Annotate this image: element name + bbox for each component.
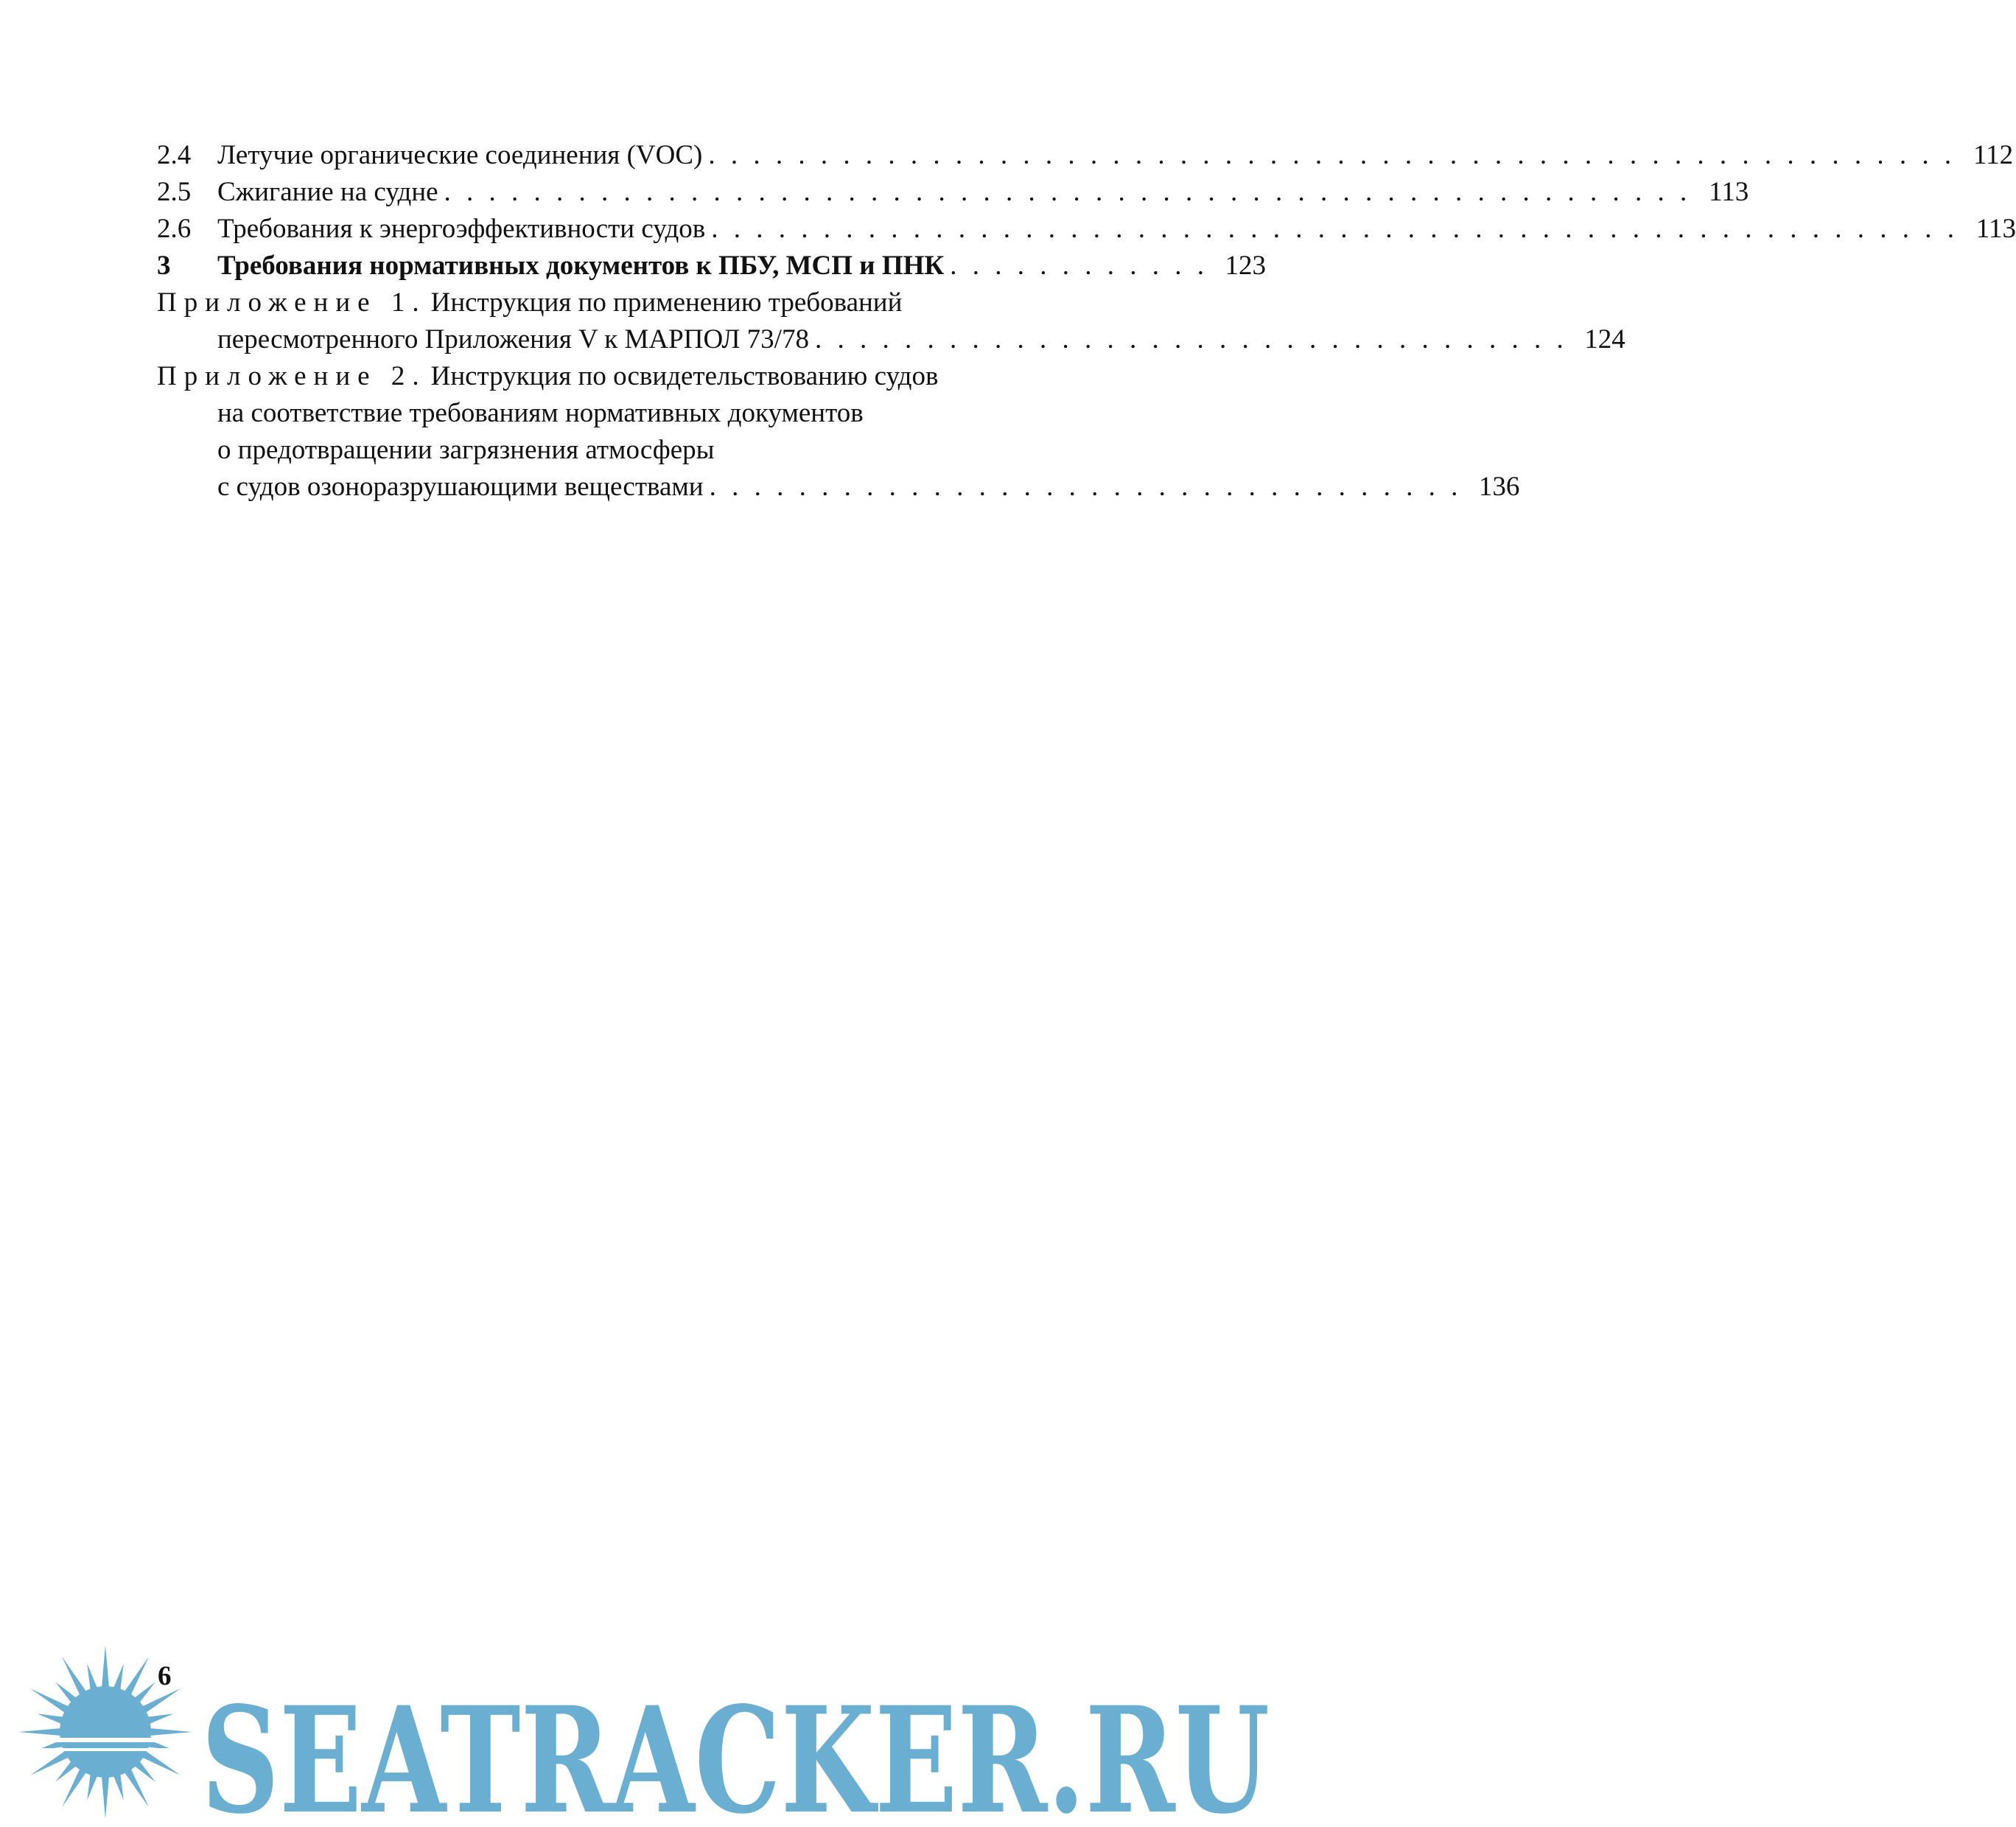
toc-entry-number: 2.6 — [157, 214, 192, 244]
appendix-1-line-2[interactable] — [157, 321, 1625, 358]
sun-ray — [87, 1772, 98, 1800]
toc-entry-number: 2.5 — [157, 177, 192, 207]
appendix-1-title-line: Инструкция по применению требований — [430, 287, 903, 318]
appendix-2-line-4[interactable] — [157, 469, 1520, 506]
toc-entry-page: 123 — [1225, 251, 1266, 281]
sun-ray — [133, 1682, 155, 1705]
appendix-2-line-3 — [157, 432, 1133, 469]
toc-entry-number: 3 — [157, 251, 171, 281]
toc-entry-page: 113 — [1709, 177, 1749, 207]
toc-entry-page: 112 — [1973, 140, 2014, 170]
appendix-1-line-1[interactable] — [157, 284, 1133, 321]
appendix-2-title-line: с судов озоноразрушающими веществами — [217, 472, 704, 502]
dot-leader: . . . . . . . . . . . . . . . . . . . . . . . . . . . . . . . . . . — [814, 324, 1568, 354]
appendix-2-line-1[interactable] — [157, 358, 1133, 395]
sun-ray — [55, 1759, 78, 1782]
watermark-text: SEATRACKER.RU — [201, 1674, 1270, 1827]
toc-entry-title: Летучие органические соединения (VOC) — [217, 140, 703, 170]
sun-ray — [113, 1772, 124, 1800]
sun-ray — [102, 1775, 109, 1819]
appendix-2-label: Приложение 2. — [157, 361, 427, 391]
dot-leader: . . . . . . . . . . . . . . . . . . . . . . . . . . . . . . . . . . . . . . . . . . . . . . . . . . . . . . . . — [708, 140, 1956, 170]
appendix-2-line-2 — [157, 395, 1133, 432]
sun-ray — [133, 1759, 155, 1782]
toc-entry-page: 113 — [1975, 214, 2016, 244]
toc-entry-number: 2.4 — [157, 140, 192, 170]
appendix-2-page: 136 — [1478, 472, 1520, 502]
appendix-1-title-line: пересмотренного Приложения V к МАРПОЛ 73/78 — [217, 324, 809, 354]
sun-ray — [145, 1714, 173, 1725]
page-number: 6 — [158, 1661, 172, 1691]
appendix-2-title-line: о предотвращении загрязнения атмосферы — [217, 435, 715, 465]
sun-ray — [55, 1682, 78, 1705]
appendix-2-title-line: на соответствие требованиям нормативных документов — [217, 398, 864, 428]
toc-entry-title: Сжигание на судне — [217, 177, 438, 207]
dot-leader: . . . . . . . . . . . . . . . . . . . . . . . . . . . . . . . . . . . . . . . . . . . . . . . . . . . . . . . . — [711, 214, 1959, 244]
sun-ray — [148, 1728, 192, 1736]
seatracker-logo — [21, 1638, 1273, 1827]
appendix-1-label: Приложение 1. — [157, 287, 427, 318]
appendix-1-page: 124 — [1584, 324, 1625, 354]
dot-leader: . . . . . . . . . . . . . . . . . . . . . . . . . . . . . . . . . . — [709, 472, 1463, 502]
toc-entry-title: Требования к энергоэффективности судов — [217, 214, 706, 244]
toc-entry-section-3[interactable] — [157, 248, 1266, 284]
sun-ray — [37, 1714, 65, 1725]
sun-ray — [18, 1728, 63, 1736]
toc-entry[interactable] — [157, 174, 1749, 211]
sun-ray — [87, 1663, 98, 1691]
appendix-2-title-line: Инструкция по освидетельствованию судов — [430, 361, 939, 391]
toc-entry[interactable] — [157, 137, 2014, 174]
toc-entry-title: Требования нормативных документов к ПБУ, МСП и ПНК — [217, 251, 945, 281]
dot-leader: . . . . . . . . . . . . . . . . . . . . . . . . . . . . . . . . . . . . . . . . . . . . . . . . . . . . . . . . — [444, 177, 1692, 207]
sun-ray — [113, 1663, 124, 1691]
sun-ray — [102, 1645, 109, 1689]
table-of-contents — [157, 137, 2016, 506]
toc-entry[interactable] — [157, 211, 2016, 248]
dot-leader: . . . . . . . . . . . . — [950, 251, 1208, 281]
